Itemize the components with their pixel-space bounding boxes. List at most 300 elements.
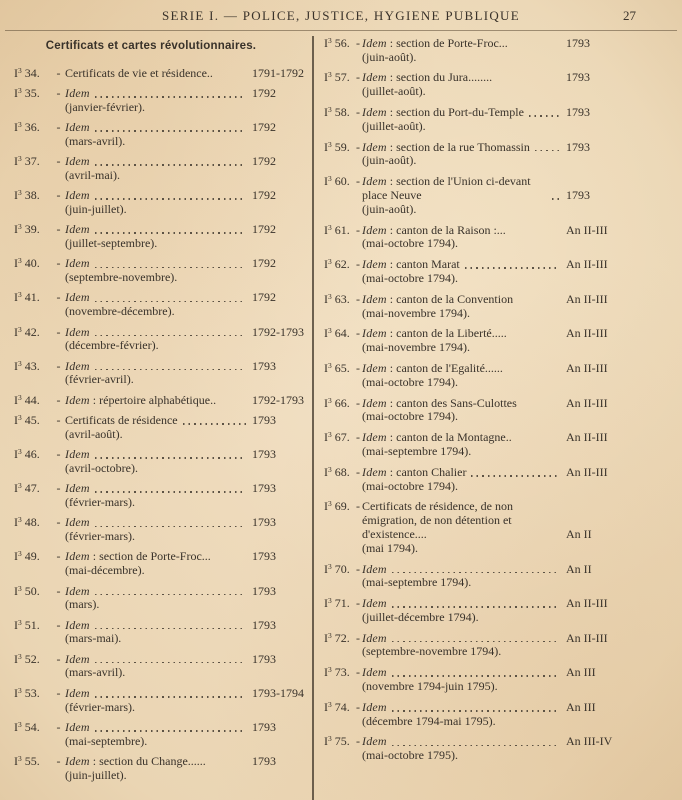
idem-word: Idem: [65, 515, 90, 530]
idem-word: Idem: [362, 257, 387, 272]
entry-dash: -: [56, 753, 61, 768]
dotted-leader: [183, 423, 246, 425]
entry-date-note: (mai-octobre 1794).: [362, 270, 458, 285]
dotted-leader: [552, 198, 560, 200]
catalog-entry: [14, 755, 310, 783]
entry-dash: -: [56, 719, 61, 734]
shelfmark-superscript: 3: [18, 651, 22, 661]
entry-year: 1792: [252, 188, 276, 203]
idem-word: Idem: [362, 395, 387, 410]
shelfmark-series-letter: I: [324, 326, 328, 341]
entry-year: 1793: [252, 413, 276, 428]
entry-list-left: [14, 67, 310, 783]
catalog-entry: [324, 466, 640, 494]
entry-year: 1793: [566, 70, 590, 85]
dotted-leader: [95, 628, 246, 630]
entry-number: 49.: [24, 549, 40, 564]
idem-word: Idem: [65, 119, 90, 134]
series-title: SERIE I. — POLICE, JUSTICE, HYGIENE PUBLIQUE: [162, 8, 520, 23]
entry-number: 39.: [24, 222, 40, 237]
entry-line: [324, 37, 640, 51]
entry-title: [65, 121, 90, 135]
entry-dash: -: [356, 699, 360, 714]
entry-title: Idem : section du Port-du-Temple: [362, 104, 524, 119]
entry-number: 55.: [24, 753, 40, 768]
shelfmark-series-letter: I: [14, 65, 18, 80]
catalog-entry: [14, 189, 310, 217]
shelfmark-superscript: 3: [328, 699, 332, 709]
entry-title: [362, 632, 387, 646]
entry-line: [14, 755, 310, 769]
entry-shelfmark: [14, 516, 52, 530]
entry-date-note: (juillet-décembre 1794).: [362, 609, 479, 624]
entry-line: [14, 721, 310, 735]
entry-line: [14, 394, 310, 408]
entry-date-note: (mai-octobre 1794).: [362, 409, 458, 424]
shelfmark-superscript: 3: [18, 65, 22, 75]
entry-year: An II: [566, 526, 592, 541]
idem-word: Idem: [362, 222, 387, 237]
entry-shelfmark: [324, 597, 356, 611]
dotted-leader: [465, 267, 560, 269]
entry-date-note: (juillet-août).: [362, 118, 426, 133]
entry-date-note: (mai 1794).: [362, 540, 418, 555]
entry-shelfmark: [324, 563, 356, 577]
catalog-entry: [14, 155, 310, 183]
entry-dash: -: [56, 256, 61, 271]
entry-date-note: (février-mars).: [65, 529, 136, 544]
catalog-entry: [14, 516, 310, 544]
entry-dash: -: [56, 651, 61, 666]
dotted-leader: [95, 232, 246, 234]
shelfmark-superscript: 3: [18, 753, 22, 763]
shelfmark-superscript: 3: [18, 413, 22, 423]
idem-word: Idem: [362, 70, 387, 85]
entry-shelfmark: [324, 397, 356, 411]
dotted-leader: [392, 641, 560, 643]
entry-title: [65, 482, 90, 496]
catalog-entry: [324, 224, 640, 252]
entry-shelfmark: [324, 175, 356, 189]
entry-line: [324, 258, 640, 272]
shelfmark-superscript: 3: [18, 447, 22, 457]
idem-word: Idem: [65, 685, 90, 700]
shelfmark-series-letter: I: [14, 154, 18, 169]
entry-title: Idem : canton Marat: [362, 257, 460, 272]
entry-number: 57.: [334, 70, 350, 85]
entry-date-note: (mai-octobre 1794).: [362, 236, 458, 251]
entry-date-note: (mars).: [65, 597, 100, 612]
entry-title: [65, 721, 90, 735]
entry-date-note: (mai-septembre 1794).: [362, 443, 472, 458]
entry-date-note: (mai-novembre 1794).: [362, 340, 470, 355]
entry-shelfmark: [14, 189, 52, 203]
shelfmark-series-letter: I: [324, 35, 328, 50]
entry-line: [14, 516, 310, 530]
entry-shelfmark: [324, 141, 356, 155]
entry-title: Idem : section de Porte-Froc...: [65, 549, 211, 564]
shelfmark-series-letter: I: [14, 222, 18, 237]
entry-title: Idem : canton des Sans-Culottes: [362, 395, 517, 410]
entry-shelfmark: [324, 106, 356, 120]
entry-dash: -: [356, 174, 360, 189]
entry-number: 46.: [24, 447, 40, 462]
entry-year: 1793: [252, 719, 276, 734]
shelfmark-superscript: 3: [18, 154, 22, 164]
entry-title: [65, 326, 90, 340]
entry-title: [362, 666, 387, 680]
shelfmark-superscript: 3: [328, 222, 332, 232]
entry-year: An II-III: [566, 257, 608, 272]
shelfmark-superscript: 3: [328, 174, 332, 184]
catalog-entry: [324, 106, 640, 134]
idem-word: Idem: [362, 630, 387, 645]
entry-year: 1793-1794: [252, 685, 304, 700]
catalog-entry: [324, 71, 640, 99]
shelfmark-series-letter: I: [324, 360, 328, 375]
catalog-entry: [14, 87, 310, 115]
entry-shelfmark: [14, 67, 52, 81]
entry-line: [324, 563, 640, 577]
entry-year: An II-III: [566, 326, 608, 341]
dotted-leader: [497, 81, 560, 83]
entry-dash: -: [56, 447, 61, 462]
idem-word: Idem: [362, 596, 387, 611]
shelfmark-series-letter: I: [14, 188, 18, 203]
entry-year: An III-IV: [566, 734, 613, 749]
dotted-leader: [95, 198, 246, 200]
entry-dash: -: [356, 561, 360, 576]
entry-date-note: (mai-décembre).: [65, 563, 145, 578]
entry-number: 52.: [24, 651, 40, 666]
entry-title: Certificats de vie et résidence..: [65, 65, 213, 80]
shelfmark-superscript: 3: [328, 104, 332, 114]
entry-title: [362, 597, 387, 611]
entry-year: An II-III: [566, 464, 608, 479]
dotted-leader: [518, 302, 560, 304]
entry-line: [324, 466, 640, 480]
entry-shelfmark: [14, 550, 52, 564]
dotted-leader: [529, 115, 560, 117]
entry-date-note: (avril-août).: [65, 426, 123, 441]
shelfmark-series-letter: I: [324, 596, 328, 611]
entry-date-note: (mai-octobre 1795).: [362, 748, 458, 763]
catalog-entry: [14, 619, 310, 647]
entry-shelfmark: [14, 291, 52, 305]
entry-line: [324, 431, 640, 445]
shelfmark-series-letter: I: [324, 104, 328, 119]
idem-word: Idem: [65, 447, 90, 462]
shelfmark-superscript: 3: [18, 222, 22, 232]
entry-title: [362, 701, 387, 715]
entry-title: [65, 619, 90, 633]
entry-year: 1793: [252, 481, 276, 496]
shelfmark-superscript: 3: [328, 630, 332, 640]
shelfmark-superscript: 3: [18, 358, 22, 368]
shelfmark-series-letter: I: [324, 70, 328, 85]
entry-line: [14, 189, 310, 203]
catalog-entry: [324, 597, 640, 625]
entry-number: 47.: [24, 481, 40, 496]
shelfmark-series-letter: I: [14, 358, 18, 373]
catalog-entry: [324, 175, 640, 216]
entry-number: 37.: [24, 154, 40, 169]
entry-date-note: (avril-mai).: [65, 167, 120, 182]
entry-title: [65, 257, 90, 271]
idem-word: Idem: [362, 665, 387, 680]
shelfmark-superscript: 3: [328, 395, 332, 405]
dotted-leader: [517, 440, 560, 442]
entry-year: 1793: [566, 104, 590, 119]
shelfmark-series-letter: I: [324, 174, 328, 189]
entry-year: An II-III: [566, 291, 608, 306]
entry-dash: -: [356, 499, 360, 514]
idem-word: Idem: [362, 360, 387, 375]
shelfmark-series-letter: I: [14, 549, 18, 564]
entry-line: [324, 362, 640, 376]
entry-shelfmark: [324, 500, 356, 514]
entry-line: [14, 121, 310, 135]
shelfmark-series-letter: I: [14, 685, 18, 700]
catalog-entry: [324, 431, 640, 459]
entry-number: 69.: [334, 499, 350, 514]
idem-word: Idem: [362, 35, 387, 50]
idem-word: Idem: [362, 291, 387, 306]
entry-line: [324, 71, 640, 85]
entry-shelfmark: [324, 71, 356, 85]
shelfmark-superscript: 3: [18, 324, 22, 334]
entry-number: 62.: [334, 257, 350, 272]
entry-line: [324, 500, 640, 541]
entry-line: [324, 397, 640, 411]
dotted-leader: [95, 369, 246, 371]
entry-date-note: (juin-août).: [362, 49, 417, 64]
entry-year: 1792: [252, 85, 276, 100]
entry-number: 51.: [24, 617, 40, 632]
entry-year: 1793: [252, 515, 276, 530]
entry-dash: -: [356, 734, 360, 749]
entry-number: 54.: [24, 719, 40, 734]
shelfmark-series-letter: I: [14, 119, 18, 134]
dotted-leader: [512, 337, 560, 339]
entry-dash: -: [356, 104, 360, 119]
entry-date-note: (juin-août).: [362, 201, 417, 216]
entry-date-note: (mai-septembre).: [65, 733, 148, 748]
entry-dash: -: [56, 583, 61, 598]
entry-date-note: (novembre 1794-juin 1795).: [362, 679, 498, 694]
shelfmark-series-letter: I: [14, 753, 18, 768]
idem-word: Idem: [65, 154, 90, 169]
shelfmark-superscript: 3: [18, 549, 22, 559]
shelfmark-series-letter: I: [324, 699, 328, 714]
entry-number: 74.: [334, 699, 350, 714]
shelfmark-superscript: 3: [328, 499, 332, 509]
entry-line: [324, 632, 640, 646]
entry-dash: -: [56, 65, 61, 80]
idem-word: Idem: [65, 324, 90, 339]
dotted-leader: [522, 406, 560, 408]
two-column-layout: [0, 31, 682, 800]
shelfmark-series-letter: I: [14, 85, 18, 100]
dotted-leader: [513, 46, 560, 48]
entry-title: Idem : section de Porte-Froc...: [362, 35, 508, 50]
catalog-entry: [14, 550, 310, 578]
catalog-entry: [324, 327, 640, 355]
dotted-leader: [211, 764, 246, 766]
entry-shelfmark: [14, 585, 52, 599]
entry-number: 40.: [24, 256, 40, 271]
shelfmark-superscript: 3: [18, 617, 22, 627]
entry-number: 73.: [334, 665, 350, 680]
idem-word: Idem: [65, 85, 90, 100]
entry-shelfmark: [14, 687, 52, 701]
catalog-entry: [324, 666, 640, 694]
entry-title: [65, 653, 90, 667]
shelfmark-series-letter: I: [14, 324, 18, 339]
entry-number: 38.: [24, 188, 40, 203]
shelfmark-series-letter: I: [14, 583, 18, 598]
entry-number: 64.: [334, 326, 350, 341]
shelfmark-superscript: 3: [18, 392, 22, 402]
dotted-leader: [95, 594, 246, 596]
entry-number: 60.: [334, 174, 350, 189]
entry-year: An II-III: [566, 630, 608, 645]
shelfmark-series-letter: I: [14, 481, 18, 496]
entry-title: Idem : canton de la Raison :...: [362, 222, 506, 237]
entry-shelfmark: [324, 735, 356, 749]
entry-dash: -: [56, 617, 61, 632]
entry-date-note: (février-avril).: [65, 372, 134, 387]
left-column: [0, 31, 312, 800]
entry-year: 1793: [252, 651, 276, 666]
shelfmark-series-letter: I: [324, 499, 328, 514]
catalog-entry: [14, 721, 310, 749]
entry-year: An III: [566, 665, 596, 680]
entry-shelfmark: [14, 755, 52, 769]
shelfmark-series-letter: I: [14, 719, 18, 734]
entry-title: [65, 516, 90, 530]
entry-year: An III: [566, 699, 596, 714]
entry-number: 65.: [334, 360, 350, 375]
entry-shelfmark: [14, 87, 52, 101]
entry-date-note: (février-mars).: [65, 699, 136, 714]
entry-number: 42.: [24, 324, 40, 339]
entry-date-note: (janvier-février).: [65, 99, 146, 114]
catalog-entry: [14, 257, 310, 285]
entry-shelfmark: [14, 448, 52, 462]
entry-shelfmark: [14, 619, 52, 633]
catalog-entry: [324, 141, 640, 169]
entry-date-note: (juin-juillet).: [65, 201, 127, 216]
entry-title: Idem : répertoire alphabétique..: [65, 392, 217, 407]
idem-word: Idem: [65, 290, 90, 305]
catalog-entry: [14, 67, 310, 81]
shelfmark-superscript: 3: [18, 685, 22, 695]
catalog-entry: [324, 500, 640, 555]
shelfmark-series-letter: I: [324, 291, 328, 306]
shelfmark-series-letter: I: [324, 734, 328, 749]
shelfmark-superscript: 3: [328, 139, 332, 149]
entry-dash: -: [56, 290, 61, 305]
entry-dash: -: [56, 685, 61, 700]
entry-dash: -: [56, 324, 61, 339]
dotted-leader: [511, 233, 560, 235]
entry-year: 1793: [252, 617, 276, 632]
entry-line: [14, 550, 310, 564]
dotted-leader: [555, 537, 560, 539]
entry-number: 34.: [24, 65, 40, 80]
idem-word: Idem: [65, 222, 90, 237]
dotted-leader: [95, 301, 246, 303]
entry-title: [65, 448, 90, 462]
idem-word: Idem: [362, 699, 387, 714]
dotted-leader: [216, 560, 246, 562]
entry-number: 63.: [334, 291, 350, 306]
entry-number: 45.: [24, 413, 40, 428]
entry-dash: -: [56, 413, 61, 428]
entry-line: [14, 585, 310, 599]
entry-date-note: (mai-septembre 1794).: [362, 575, 472, 590]
catalog-entry: [324, 397, 640, 425]
entry-number: 68.: [334, 464, 350, 479]
shelfmark-series-letter: I: [14, 256, 18, 271]
entry-title: [65, 189, 90, 203]
idem-word: Idem: [65, 719, 90, 734]
entry-dash: -: [356, 257, 360, 272]
entry-date-note: (février-mars).: [65, 495, 136, 510]
entry-number: 67.: [334, 430, 350, 445]
catalog-entry: [14, 585, 310, 613]
entry-title: [65, 291, 90, 305]
entry-number: 44.: [24, 392, 40, 407]
page-number: 27: [623, 8, 636, 23]
shelfmark-series-letter: I: [14, 392, 18, 407]
entry-date-note: (décembre 1794-mai 1795).: [362, 713, 496, 728]
shelfmark-superscript: 3: [18, 719, 22, 729]
entry-title: [65, 87, 90, 101]
entry-number: 72.: [334, 630, 350, 645]
shelfmark-superscript: 3: [328, 70, 332, 80]
entry-shelfmark: [14, 257, 52, 271]
entry-date-note: (mars-avril).: [65, 665, 126, 680]
entry-title: Certificats de résidence, de non émigration, de non détention et d'existence....: [362, 499, 513, 541]
shelfmark-superscript: 3: [328, 326, 332, 336]
entry-year: 1792: [252, 119, 276, 134]
idem-word: Idem: [65, 358, 90, 373]
entry-dash: -: [56, 154, 61, 169]
entry-shelfmark: [14, 155, 52, 169]
idem-word: Idem: [362, 104, 387, 119]
entry-title: [65, 687, 90, 701]
entry-number: 48.: [24, 515, 40, 530]
shelfmark-superscript: 3: [18, 481, 22, 491]
entry-line: [324, 293, 640, 307]
shelfmark-superscript: 3: [18, 256, 22, 266]
shelfmark-superscript: 3: [18, 188, 22, 198]
shelfmark-series-letter: I: [324, 257, 328, 272]
entry-title: Idem : section de la rue Thomassin: [362, 139, 530, 154]
entry-year: 1792: [252, 256, 276, 271]
entry-date-note: (décembre-février).: [65, 338, 159, 353]
shelfmark-series-letter: I: [324, 464, 328, 479]
idem-word: Idem: [65, 753, 90, 768]
shelfmark-superscript: 3: [328, 665, 332, 675]
entry-line: [14, 687, 310, 701]
entry-year: 1793: [566, 139, 590, 154]
entry-year: 1793: [252, 549, 276, 564]
entry-dash: -: [356, 222, 360, 237]
catalog-entry: [14, 687, 310, 715]
